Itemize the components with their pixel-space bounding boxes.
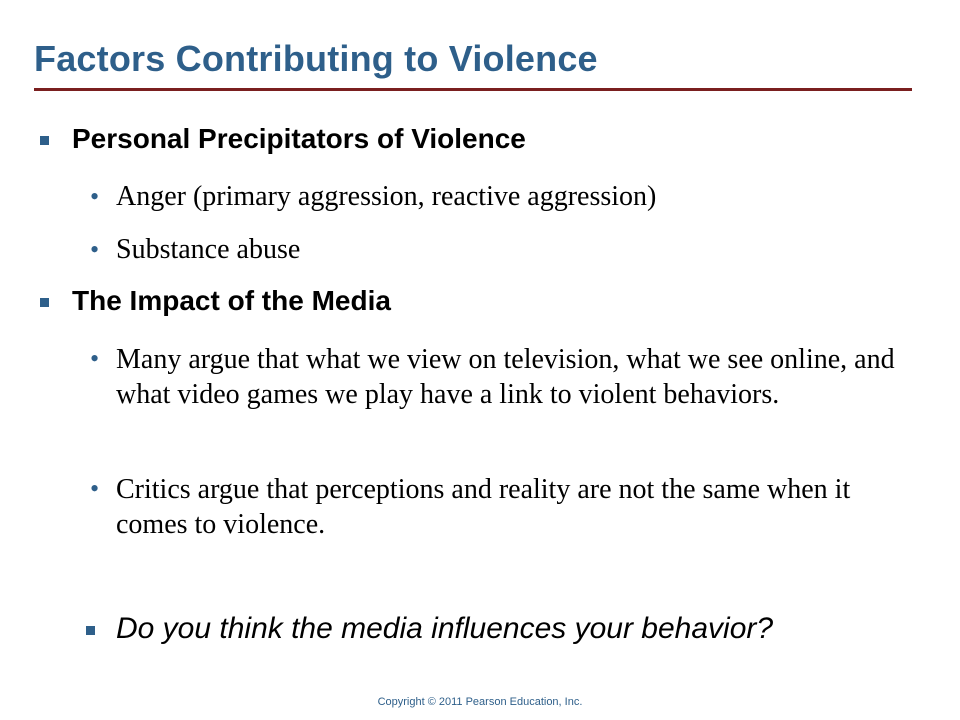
list-item: Substance abuse [116, 234, 301, 265]
section-heading-media: The Impact of the Media [72, 285, 391, 316]
bullet-dot-icon: • [90, 344, 100, 373]
list-item: Critics argue that perceptions and reality are not the same when it comes to violence. [116, 474, 851, 540]
bullet-dot-icon: • [90, 235, 100, 264]
bullet-dot-icon: • [90, 182, 100, 211]
bullet-dot-icon: • [90, 474, 100, 503]
square-bullet-icon [86, 626, 95, 635]
copyright-footer: Copyright © 2011 Pearson Education, Inc. [377, 696, 583, 708]
square-bullet-icon [40, 136, 49, 145]
discussion-question: Do you think the media influences your behavior? [116, 612, 774, 645]
list-item: Anger (primary aggression, reactive aggression) [116, 181, 657, 212]
list-item: Many argue that what we view on television, what we see online, and what video games we play have a link to violent behaviors. [116, 344, 895, 410]
section-heading-personal: Personal Precipitators of Violence [72, 123, 526, 154]
title-divider [34, 88, 912, 91]
square-bullet-icon [40, 298, 49, 307]
slide-title: Factors Contributing to Violence [34, 38, 598, 79]
